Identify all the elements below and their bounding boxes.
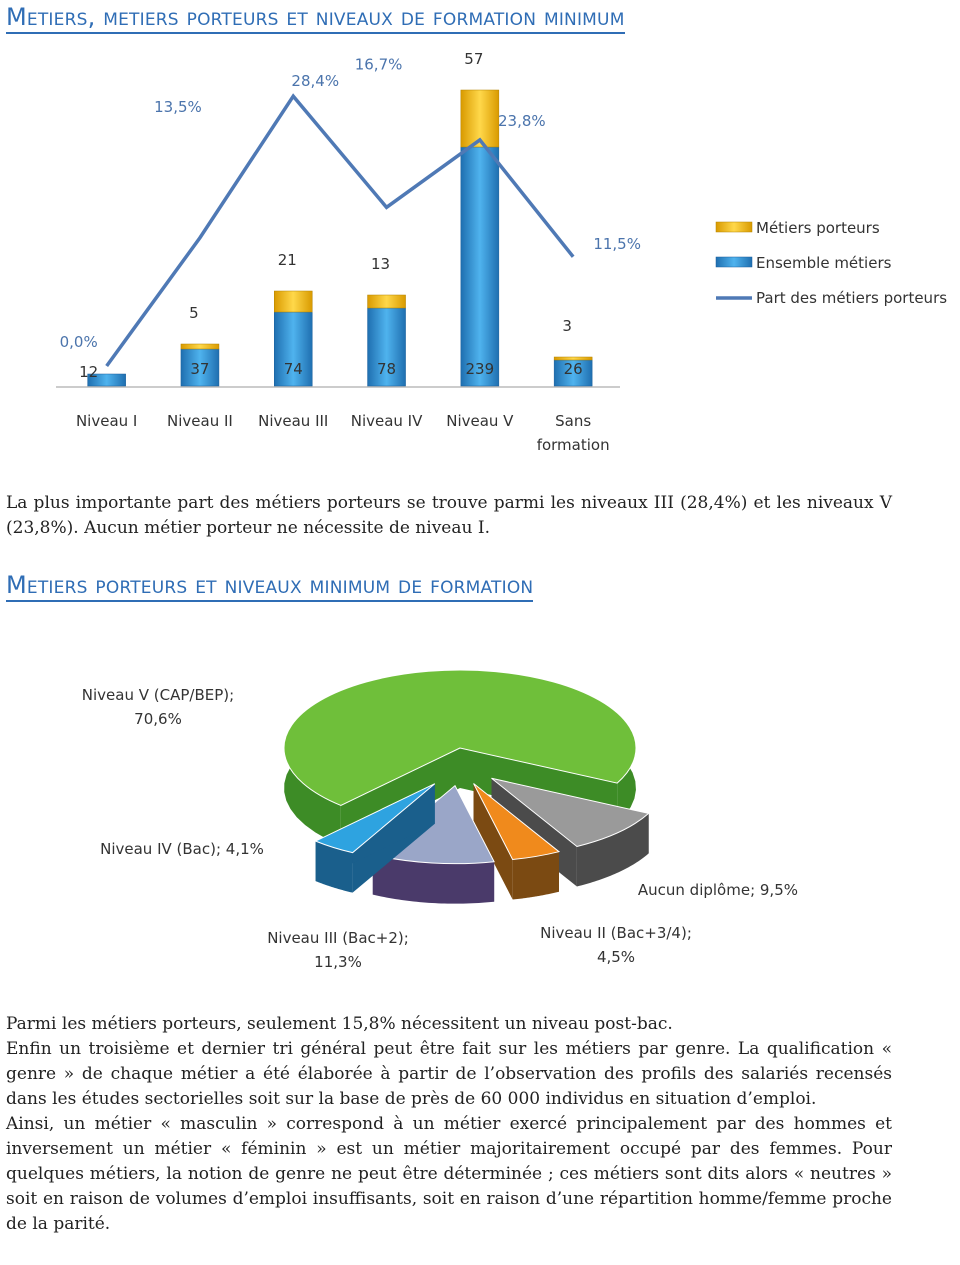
- exploded-pie-chart: [0, 620, 960, 1000]
- line-part-porteurs: [107, 96, 574, 366]
- bar-porteurs: [274, 291, 312, 312]
- bar-value-porteurs: 3: [562, 317, 572, 335]
- chart2-heading: Metiers porteurs et niveaux minimum de formation: [6, 572, 533, 602]
- line-value-label: 11,5%: [593, 234, 641, 253]
- pie-data-label: 4,5%: [596, 948, 636, 966]
- line-value-label: 23,8%: [498, 111, 546, 130]
- bar-porteurs: [181, 344, 219, 349]
- x-tick-label: Niveau I: [75, 412, 138, 430]
- x-tick-label: formation: [536, 436, 610, 454]
- chart1-heading: Metiers, metiers porteurs et niveaux de formation minimum: [6, 4, 625, 34]
- bar-value-porteurs: 21: [277, 251, 297, 269]
- x-tick-label: Niveau IV: [350, 412, 423, 430]
- bar-value-porteurs: 13: [371, 255, 391, 273]
- bar-value-porteurs: 5: [189, 304, 199, 322]
- body-paragraph: Ainsi, un métier « masculin » correspond à un métier exercé principalement par des hommes et inversement un métier « féminin » est un métier majoritairement occupé par des femmes. Pour quelques métiers, la notion de genre ne peut être déterminée ; ces métiers sont dits alors « neutres » soit en raison de volumes d’emploi insuffisants, soit en raison d’une répartition homme/femme proche de la parité.: [6, 1114, 892, 1234]
- legend-label: Part des métiers porteurs: [756, 289, 948, 307]
- chart2-commentary: Parmi les métiers porteurs, seulement 15,8% nécessitent un niveau post-bac.: [6, 1014, 673, 1034]
- x-tick-label: Niveau II: [167, 412, 233, 430]
- pie-data-label: 11,3%: [314, 953, 362, 971]
- pie-data-label: Niveau III (Bac+2);: [267, 929, 409, 947]
- legend-label: Ensemble métiers: [756, 254, 892, 272]
- bar-value-ensemble: 239: [465, 360, 495, 378]
- body-paragraph: Enfin un troisième et dernier tri général peut être fait sur les métiers par genre. La qualification « genre » de chaque métier a été élaborée à partir de l’observation des profils des salariés recensés dans les études sectorielles soit sur la base de près de 60 000 individus en situation d’emploi.: [6, 1039, 892, 1109]
- pie-data-label: Niveau II (Bac+3/4);: [540, 924, 692, 942]
- bar-value-ensemble: 37: [190, 360, 210, 378]
- body-text: [6, 1037, 892, 1237]
- x-tick-label: Niveau III: [258, 412, 329, 430]
- line-value-label: 0,0%: [59, 333, 98, 351]
- line-value-label: 13,5%: [154, 97, 202, 116]
- x-tick-label: Sans: [555, 412, 592, 430]
- pie-data-label: Niveau IV (Bac); 4,1%: [100, 840, 264, 858]
- bar-value-porteurs: 57: [464, 50, 484, 68]
- bar-value-ensemble: 78: [377, 360, 397, 378]
- pie-data-label: 70,6%: [134, 710, 182, 728]
- line-value-label: 28,4%: [291, 72, 340, 91]
- x-tick-label: Niveau V: [446, 412, 514, 430]
- pie-data-label: Niveau V (CAP/BEP);: [81, 686, 235, 704]
- bar-value-ensemble: 12: [79, 363, 99, 381]
- bar-value-ensemble: 26: [563, 360, 583, 378]
- line-value-label: 16,7%: [354, 55, 403, 74]
- legend-swatch-porteurs: [716, 222, 752, 232]
- bar-line-chart: [0, 0, 960, 470]
- bar-porteurs: [368, 295, 406, 308]
- chart1-commentary: La plus importante part des métiers porteurs se trouve parmi les niveaux III (28,4%) et les niveaux V (23,8%). Aucun métier porteur ne nécessite de niveau I.: [6, 493, 892, 538]
- legend-swatch-ensemble: [716, 257, 752, 267]
- bar-value-ensemble: 74: [283, 360, 303, 378]
- legend-label: Métiers porteurs: [756, 219, 880, 237]
- bar-ensemble: [461, 147, 499, 386]
- pie-data-label: Aucun diplôme; 9,5%: [637, 881, 798, 899]
